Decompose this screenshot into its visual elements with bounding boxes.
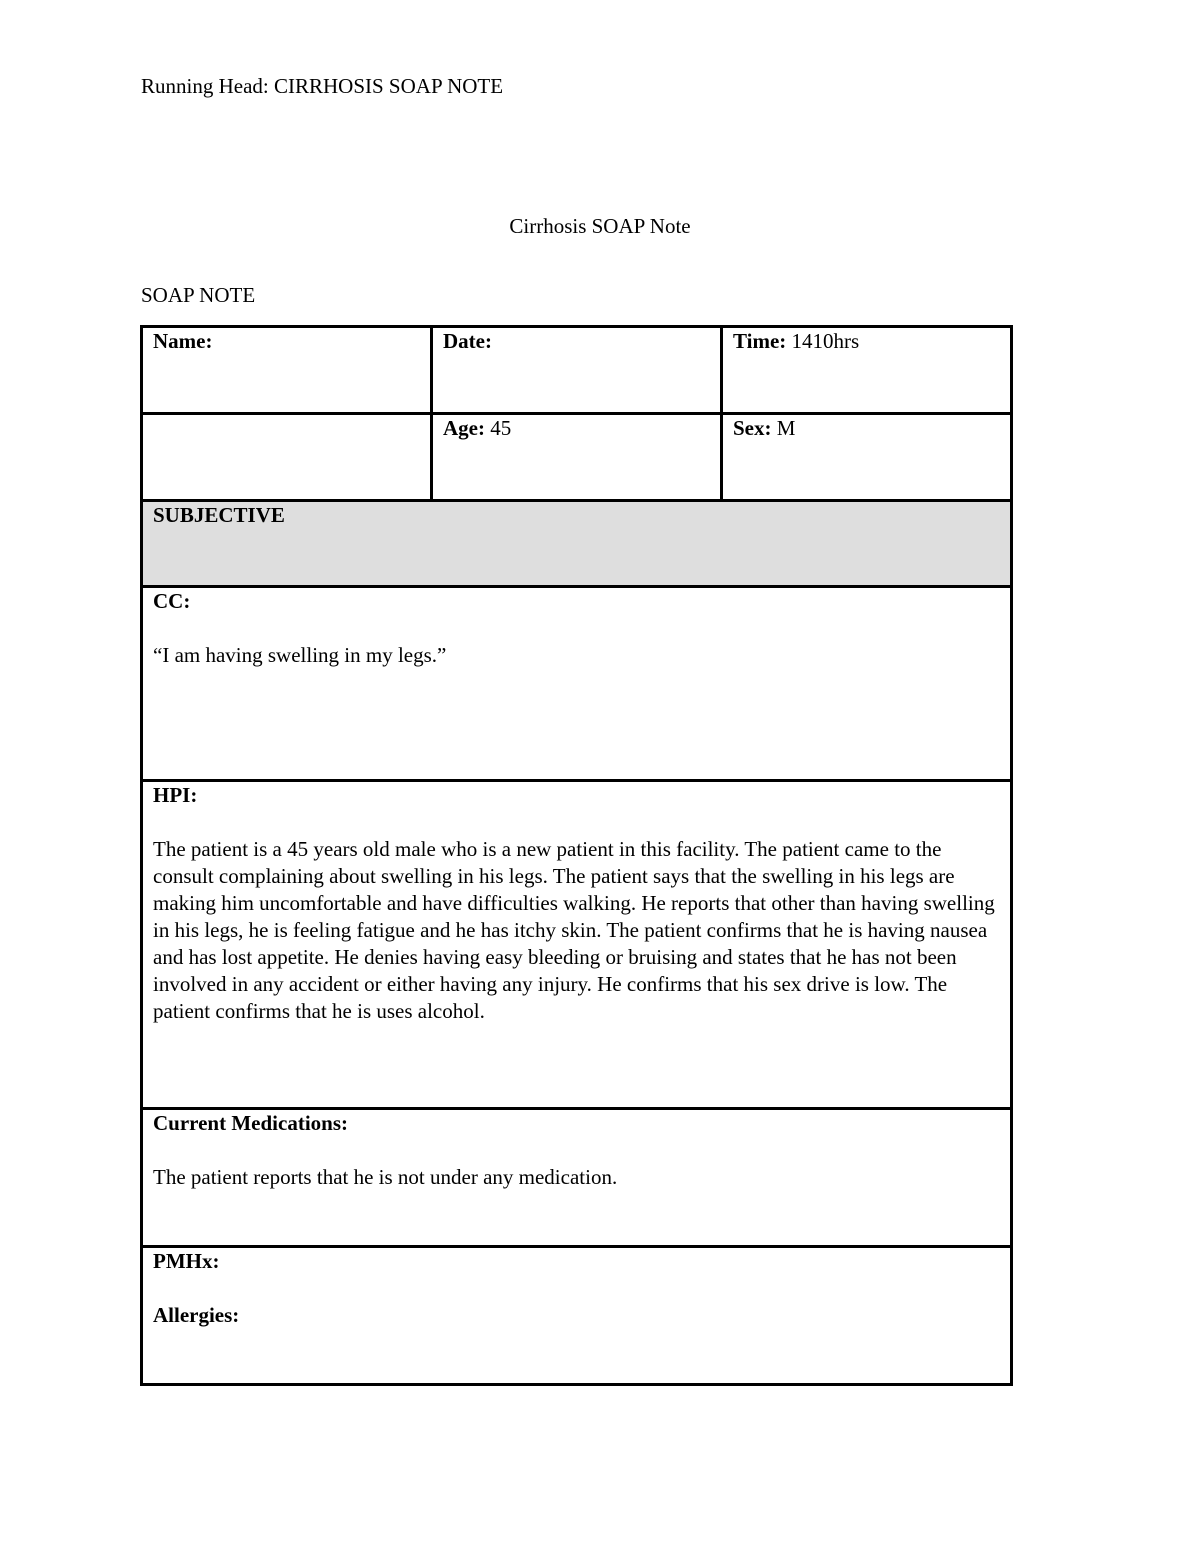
pmhx-label: PMHx: [153, 1249, 220, 1273]
cc-cell [142, 587, 1012, 781]
table-row-current-medications [142, 1109, 1012, 1247]
name-cell [142, 327, 432, 414]
sex-value: M [776, 416, 796, 440]
table-row-age-sex [142, 414, 1012, 501]
time-cell [722, 327, 1012, 414]
running-head: Running Head: CIRRHOSIS SOAP NOTE [141, 74, 504, 98]
name-label: Name: [153, 329, 213, 353]
cc-text: “I am having swelling in my legs.” [153, 643, 447, 667]
section-label: SOAP NOTE [141, 283, 256, 307]
table-row-cc [142, 587, 1012, 781]
age-value: 45 [490, 416, 512, 440]
allergies-label: Allergies: [153, 1303, 240, 1327]
hpi-label: HPI: [153, 783, 198, 807]
soap-table [140, 325, 1013, 1386]
medications-text: The patient reports that he is not under any medication. [153, 1165, 618, 1189]
date-label: Date: [443, 329, 492, 353]
date-cell [432, 327, 722, 414]
medications-label: Current Medications: [153, 1111, 348, 1135]
sex-cell [722, 414, 1012, 501]
table-row-subjective [142, 501, 1012, 587]
age-label: Age: [443, 416, 485, 440]
table-row-pmhx-allergies [142, 1247, 1012, 1385]
hpi-text: The patient is a 45 years old male who is a new patient in this facility. The patient came to the consult complaining about swelling in his legs. The patient says that the swelling in his legs are making him uncomfortable and have difficulties walking. He reports that other than having swelling in his legs, he is feeling fatigue and he has itchy skin. The patient confirms that he is having nausea and has lost appetite. He denies having easy bleeding or bruising and states that he has not been involved in any accident or either having any injury. He confirms that his sex drive is low. The patient confirms that he is uses alcohol. [153, 837, 995, 1023]
pmhx-cell [142, 1247, 1012, 1385]
hpi-cell [142, 781, 1012, 1109]
sex-label: Sex: [733, 416, 772, 440]
age-cell [432, 414, 722, 501]
table-row-hpi [142, 781, 1012, 1109]
time-value: 1410hrs [791, 329, 860, 353]
medications-cell [142, 1109, 1012, 1247]
cc-label: CC: [153, 589, 191, 613]
document-title: Cirrhosis SOAP Note [509, 214, 691, 238]
subjective-heading-cell [142, 501, 1012, 587]
table-row-name-date-time [142, 327, 1012, 414]
subjective-heading: SUBJECTIVE [153, 503, 285, 527]
time-label: Time: [733, 329, 787, 353]
empty-cell [142, 414, 432, 501]
